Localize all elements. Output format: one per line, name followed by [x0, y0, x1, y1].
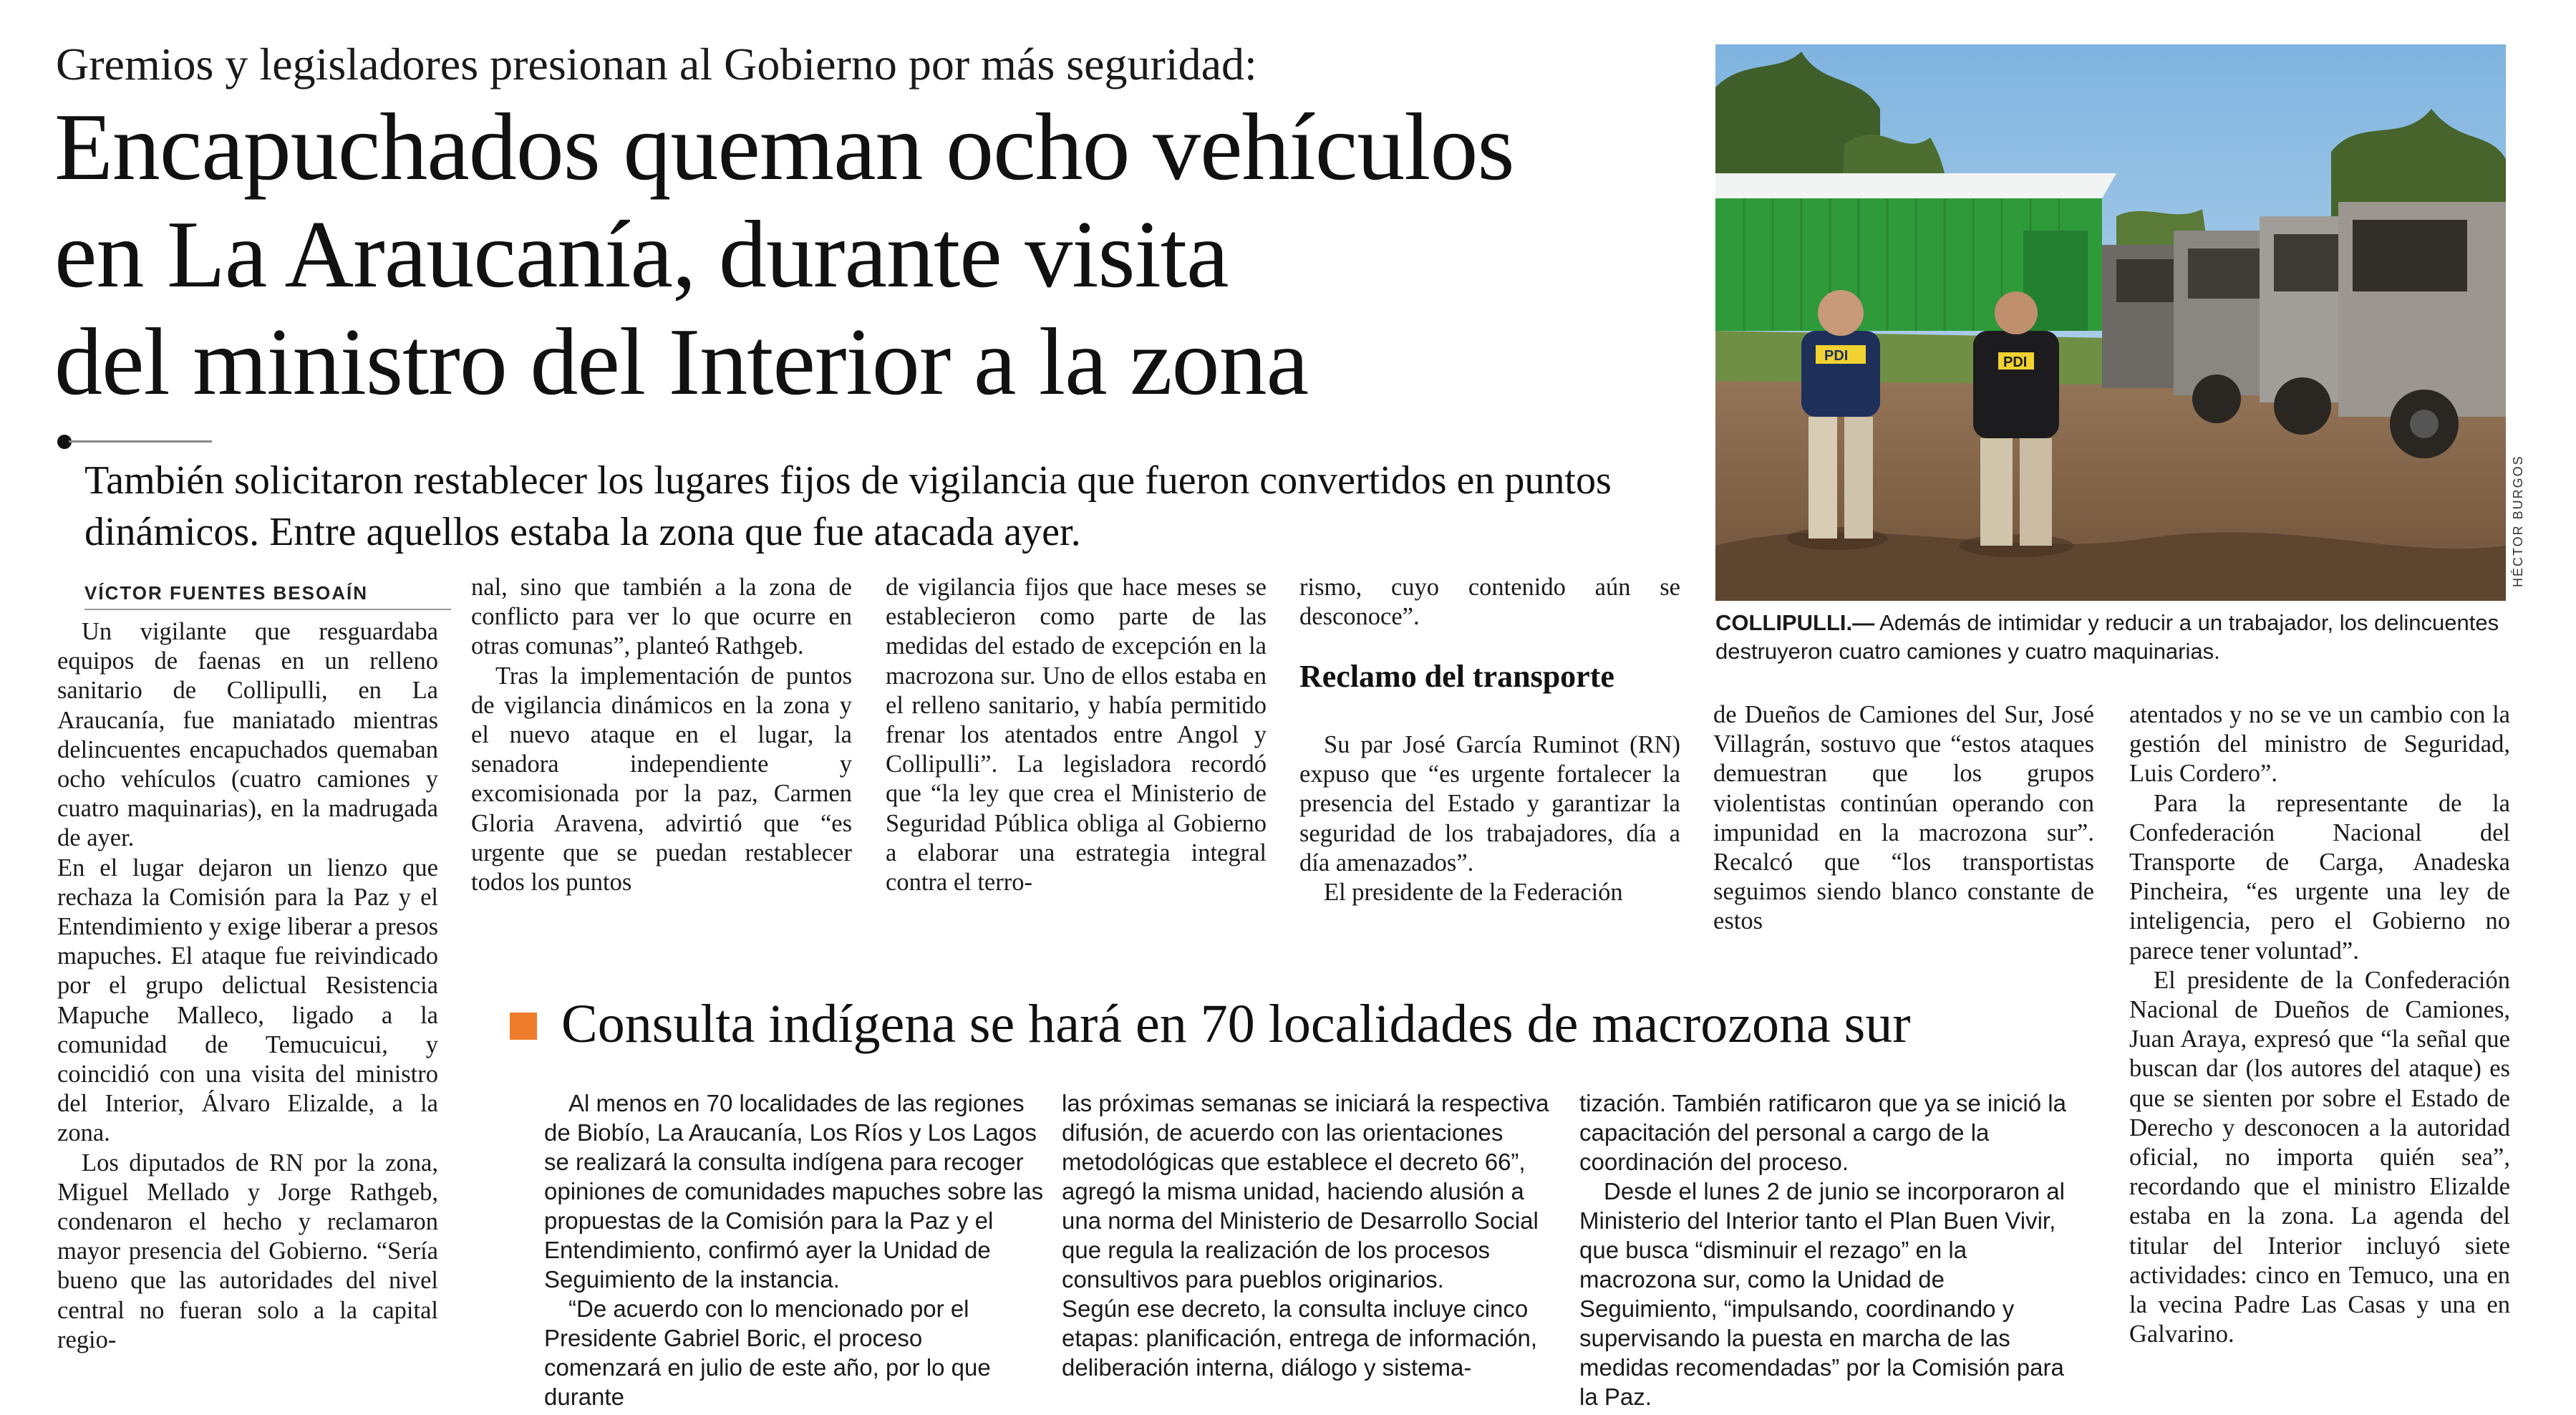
paragraph: El presidente de la Confederación Nacional de Dueños de Camiones, Juan Araya, expresó que “la señal que buscan dar (los autores del ataque) es que se sienten por sobre el Estado de Derecho y desconocen a la autoridad oficial, no importa quién sea”, recordando que el ministro Elizalde estaba en la zona. La agenda del titular del Interior incluyó siete actividades: cinco en Temuco, una en la vecina Padre Las Casas y una en Galvarino.: [2129, 966, 2510, 1348]
box-headline: Consulta indígena se hará en 70 localidades de macrozona sur: [561, 994, 1911, 1054]
paragraph: El presidente de la Federación: [1324, 879, 1623, 907]
paragraph: atentados y no se ve un cambio con la gestión del ministro de Seguridad, Luis Cordero”.: [2129, 701, 2510, 788]
paragraph: las próximas semanas se iniciará la respectiva difusión, de acuerdo con las orientaciones metodológicas que establece el decreto 66”, agregó la misma unidad, haciendo alusión a una norma del Ministerio de Desarrollo Social que regula la realización de los procesos consultivos para pueblos originarios.: [1062, 1090, 1549, 1293]
subhead: Reclamo del transporte: [1299, 659, 1614, 694]
caption-text: Además de intimidar y reducir a un trabajador, los delincuentes destruyeron cuatro camiones y cuatro maquinarias.: [1715, 610, 2499, 664]
deck: También solicitaron restablecer los lugares fijos de vigilancia que fueron convertidos en puntos dinámicos. Entre aquellos estaba la zona que fue atacada ayer.: [84, 458, 1612, 554]
kicker: Gremios y legisladores presionan al Gobierno por más seguridad:: [56, 39, 1257, 90]
headline-line: del ministro del Interior a la zona: [54, 309, 1309, 415]
paragraph: rismo, cuyo contenido aún se desconoce”.: [1299, 574, 1680, 631]
rule-line: [69, 440, 212, 443]
paragraph: Un vigilante que resguardaba equipos de faenas en un relleno sanitario de Collipulli, en La Araucanía, fue maniatado mientras delincuentes encapuchados quemaban ocho vehículos (cuatro camiones y cuatro maquinarias), en la madrugada de ayer.: [57, 618, 438, 852]
paragraph: Los diputados de RN por la zona, Miguel Mellado y Jorge Rathgeb, condenaron el hecho y reclamaron mayor presencia del Gobierno. “Sería bueno que las autoridades del nivel central no fueran solo a la capital regio-: [57, 1149, 438, 1353]
box-column-3: [1579, 1088, 2081, 1411]
body-column-4: [1299, 573, 1680, 632]
body-column-5: [1713, 700, 2094, 937]
photo-caption: [1715, 609, 2506, 666]
news-photo: [1715, 44, 2506, 601]
box-column-1: [544, 1088, 1045, 1411]
paragraph: de vigilancia fijos que hace meses se establecieron como parte de las medidas del estado de excepción en la macrozona sur. Uno de ellos estaba en el relleno sanitario, y había permitido frenar los atentados entre Angol y Collipulli”. La legisladora recordó que “la ley que crea el Ministerio de Seguridad Pública obliga al Gobierno a elaborar una estrategia integral contra el terro-: [886, 574, 1267, 897]
paragraph: tización. También ratificaron que ya se inició la capacitación del personal a cargo de la coordinación del proceso.: [1579, 1090, 2066, 1175]
paragraph: Desde el lunes 2 de junio se incorporaron al Ministerio del Interior tanto el Plan Buen Vivir, que busca “disminuir el rezago” en la macrozona sur, como la Unidad de Seguimiento, “impulsando, coordinando y supervisando la puesta en marcha de las medidas recomendadas” por la Comisión para la Paz.: [1579, 1178, 2065, 1410]
headline-line: en La Araucanía, durante visita: [54, 201, 1229, 307]
byline: VÍCTOR FUENTES BESOAÍN: [84, 582, 369, 604]
paragraph: Al menos en 70 localidades de las regiones de Biobío, La Araucanía, Los Ríos y Los Lagos se realizará la consulta indígena para recoger opiniones de comunidades mapuches sobre las propuestas de la Comisión para la Paz y el Entendimiento, confirmó ayer la Unidad de Seguimiento de la instancia.: [544, 1090, 1044, 1293]
byline-rule: [84, 609, 451, 610]
box-accent-square: [510, 1013, 537, 1040]
paragraph: Tras la implementación de puntos de vigilancia dinámicos en la zona y el nuevo ataque en el lugar, la senadora independiente y excomisionada por la paz, Carmen Gloria Aravena, advirtió que “es urgente que se puedan restablecer todos los puntos: [471, 662, 852, 897]
paragraph: En el lugar dejaron un lienzo que rechaza la Comisión para la Paz y el Entendimiento y exige liberar a presos mapuches. El ataque fue reivindicado por el grupo delictual Resistencia Mapuche Malleco, ligado a la comunidad de Temucuicui, y coincidió con una visita del ministro del Interior, Álvaro Elizalde, a la zona.: [57, 854, 438, 1147]
paragraph: nal, sino que también a la zona de conflicto para ver lo que ocurre en otras comunas”, planteó Rathgeb.: [471, 574, 852, 660]
body-column-6: [2129, 700, 2510, 1349]
headline-line: Encapuchados queman ocho vehículos: [54, 94, 1514, 200]
caption-place: COLLIPULLI.—: [1715, 610, 1875, 635]
body-column-4-cont: [1299, 730, 1680, 907]
paragraph: Para la representante de la Confederación Nacional del Transporte de Carga, Anadeska Pincheira, “es urgente una ley de inteligencia, pero el Gobierno no parece tener voluntad”.: [2129, 789, 2510, 965]
paragraph: Según ese decreto, la consulta incluye cinco etapas: planificación, entrega de información, deliberación interna, diálogo y sistema-: [1062, 1295, 1538, 1381]
body-column-3: [886, 573, 1267, 897]
photo-credit: HÉCTOR BURGOS: [2511, 455, 2525, 587]
box-column-2: [1062, 1088, 1563, 1382]
paragraph: de Dueños de Camiones del Sur, José Villagrán, sostuvo que “estos ataques demuestran que los grupos violentistas continúan operando con impunidad en la macrozona sur”. Recalcó que “los transportistas seguimos siendo blanco constante de estos: [1713, 701, 2094, 935]
paragraph: “De acuerdo con lo mencionado por el Presidente Gabriel Boric, el proceso comenzará en julio de este año, por lo que durante: [544, 1295, 991, 1410]
body-column-2: [471, 573, 852, 897]
headline: [54, 93, 1701, 415]
body-column-1: [57, 617, 438, 1355]
pdi-badge-left: PDI: [1824, 348, 1849, 364]
pdi-badge-right: PDI: [2003, 354, 2028, 370]
paragraph: Su par José García Ruminot (RN) expuso que “es urgente fortalecer la presencia del Estado y garantizar la seguridad de los trabajadores, día a día amenazados”.: [1299, 731, 1680, 876]
